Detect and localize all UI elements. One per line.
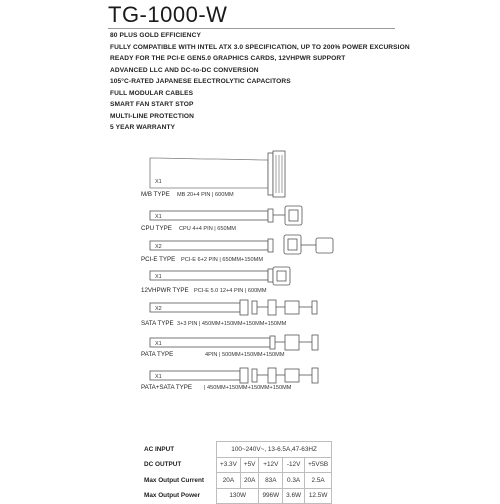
max-power-cell: 12.5W	[305, 488, 332, 504]
max-current-cell: 0.3A	[283, 473, 305, 489]
pata-sata-spec: | 450MM+150MM+150MM+150MM	[204, 385, 292, 391]
max-current-row	[140, 473, 332, 489]
spec-table	[140, 441, 332, 504]
cable-diagram	[0, 148, 500, 438]
feature-item: 5 YEAR WARRANTY	[110, 124, 176, 132]
12vhpwr-cable	[150, 267, 290, 285]
dc-output-cell: -12V	[283, 457, 305, 473]
sata-spec: 3+3 PIN | 450MM+150MM+150MM+150MM	[177, 321, 287, 327]
dc-output-cell: +12V	[259, 457, 283, 473]
sata-type-label: SATA TYPE	[141, 320, 174, 327]
title-divider	[108, 28, 395, 29]
feature-item: 105°C-RATED JAPANESE ELECTROLYTIC CAPACITORS	[110, 78, 291, 86]
pata-qty: X1	[155, 341, 162, 347]
max-power-cell: 996W	[259, 488, 283, 504]
cpu-spec: CPU 4+4 PIN | 650MM	[179, 226, 236, 232]
max-current-cell: 20A	[240, 473, 259, 489]
cpu-type-label: CPU TYPE	[141, 225, 172, 232]
dc-output-cell: +3.3V	[217, 457, 241, 473]
mb-cable	[150, 151, 285, 197]
feature-item: SMART FAN START STOP	[110, 101, 194, 109]
ac-input-row	[140, 442, 332, 458]
feature-item: ADVANCED LLC AND DC-to-DC CONVERSION	[110, 66, 259, 74]
pcie-cable	[150, 235, 333, 254]
mb-qty: X1	[155, 179, 162, 185]
12vhpwr-spec: PCI-E 5.0 12+4 PIN | 600MM	[194, 288, 267, 294]
pata-sata-type-label: PATA+SATA TYPE	[141, 384, 193, 391]
pata-sata-qty: X1	[155, 374, 162, 380]
product-title: TG-1000-W	[108, 2, 228, 27]
pata-cable	[150, 335, 318, 350]
cpu-qty: X1	[155, 214, 162, 220]
max-power-cell: 130W	[217, 488, 259, 504]
max-current-cell: 2.5A	[305, 473, 332, 489]
12vhpwr-type-label: 12VHPWR TYPE	[141, 287, 189, 294]
pcie-qty: X2	[155, 244, 162, 250]
feature-list	[110, 30, 410, 134]
max-power-cell: 3.6W	[283, 488, 305, 504]
pata-spec: 4PIN | 500MM+150MM+150MM	[205, 352, 285, 358]
pcie-spec: PCI-E 6+2 PIN | 650MM+150MM	[181, 257, 263, 263]
feature-item: READY FOR THE PCI-E GEN5.0 GRAPHICS CARDS, 12VHPWR SUPPORT	[110, 55, 346, 63]
feature-item: FULLY COMPATIBLE WITH INTEL ATX 3.0 SPECIFICATION, UP TO 200% POWER EXCURSION	[110, 43, 410, 51]
sata-qty: X2	[155, 306, 162, 312]
feature-item: MULTI-LINE PROTECTION	[110, 112, 195, 120]
pcie-type-label: PCI-E TYPE	[141, 256, 176, 263]
cpu-cable	[150, 206, 302, 225]
max-current-label: Max Output Current	[144, 476, 204, 484]
dc-output-cell: +5V	[240, 457, 259, 473]
mb-type-label: M/B TYPE	[141, 191, 170, 198]
dc-output-cell: +5VSB	[305, 457, 332, 473]
pata-type-label: PATA TYPE	[141, 351, 174, 358]
12vhpwr-qty: X1	[155, 274, 162, 280]
feature-item: FULL MODULAR CABLES	[110, 89, 194, 97]
ac-input-value: 100~240V~, 13-6.5A,47-63HZ	[217, 442, 332, 458]
max-power-row	[140, 488, 332, 504]
max-current-cell: 20A	[217, 473, 241, 489]
feature-item: 80 PLUS GOLD EFFICIENCY	[110, 32, 201, 39]
dc-output-label: DC OUTPUT	[144, 461, 182, 469]
ac-input-label: AC INPUT	[144, 445, 175, 453]
mb-spec: MB 20+4 PIN | 600MM	[177, 192, 234, 198]
dc-output-row	[140, 457, 332, 473]
pata-sata-cable	[150, 368, 318, 383]
max-current-cell: 83A	[259, 473, 283, 489]
max-power-label: Max Output Power	[144, 492, 201, 500]
sata-cable	[150, 300, 317, 315]
